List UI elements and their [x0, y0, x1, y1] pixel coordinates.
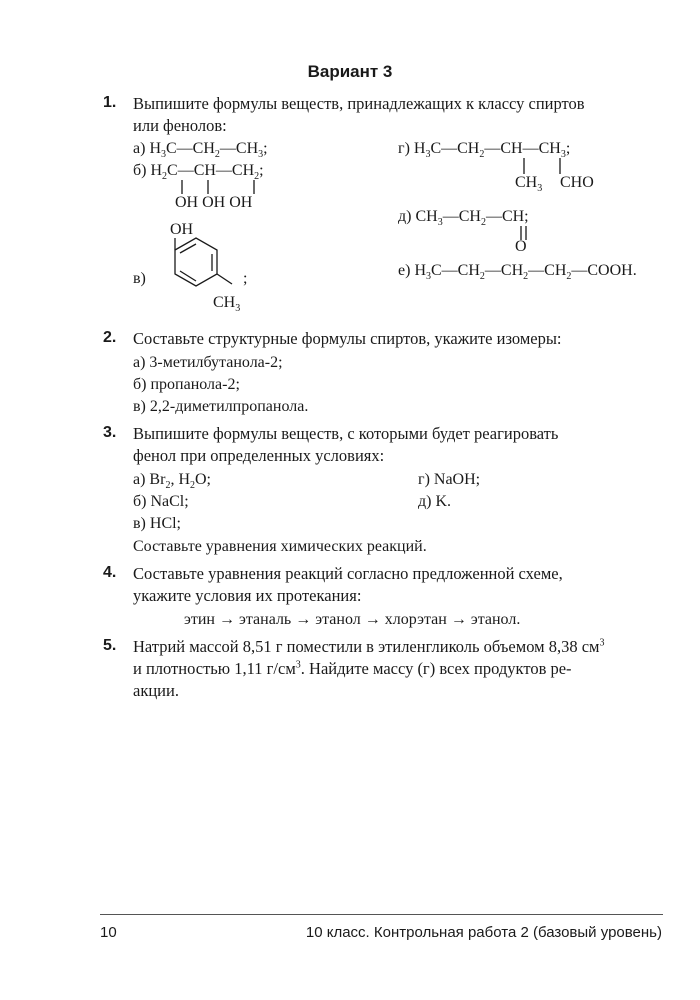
formula-1v-end: ;	[243, 270, 248, 287]
formula-1v-label: в)	[133, 270, 146, 287]
question-3-item-g: г) NaOH;	[418, 471, 481, 488]
question-3-item-b: б) NaCl;	[133, 493, 189, 510]
page-number: 10	[100, 924, 117, 941]
formula-1v-ch3: $CH_3$	[213, 294, 241, 315]
question-2-item-b: б) пропанола-2;	[133, 376, 240, 393]
formula-1d: д) $CH_3—CH_2—CH$;	[398, 208, 529, 229]
formula-1g-cho: CHO	[560, 174, 594, 191]
question-5-text-line3: акции.	[133, 681, 179, 700]
formula-1b-hydroxyls: OH OH OH	[175, 194, 253, 211]
question-3-item-d: д) K.	[418, 493, 452, 510]
running-title: 10 класс. Контрольная работа 2 (базовый уровень)	[305, 924, 662, 941]
question-3-number: 3.	[103, 424, 117, 441]
question-4-scheme: этин → этаналь → этанол → хлорэтан → этанол.	[184, 611, 521, 628]
question-3-item-v: в) HCl;	[133, 515, 181, 532]
question-4-number: 4.	[103, 564, 117, 581]
question-1-text-line1: Выпишите формулы веществ, принадлежащих к классу спиртов	[133, 94, 585, 113]
formula-1b: б) $H_2C—CH—CH_2$;	[133, 162, 264, 183]
question-5-number: 5.	[103, 637, 117, 654]
formula-1v-oh: OH	[170, 221, 194, 238]
question-5-text-line1: Натрий массой 8,51 г поместили в этиленгликоль объемом 8,38 $см^3$	[133, 637, 605, 656]
question-5-text-line2: и плотностью 1,11 $г/см^3$. Найдите массу (г) всех продуктов ре-	[133, 659, 572, 678]
question-3-text-line1: Выпишите формулы веществ, с которыми будет реагировать	[133, 424, 559, 443]
formula-1g: г) $H_3C—CH_2—CH—CH_3$;	[398, 140, 571, 161]
question-2-text: Составьте структурные формулы спиртов, укажите изомеры:	[133, 329, 562, 348]
formula-1a: а) $H_3C—CH_2—CH_3$;	[133, 140, 268, 161]
question-1-number: 1.	[103, 94, 117, 111]
question-1-text-line2: или фенолов:	[133, 116, 227, 135]
formula-1e: е) $H_3C—CH_2—CH_2—CH_2—COOH$.	[398, 262, 637, 283]
question-3-item-a: а) $Br_2$, $H_2O$;	[133, 471, 211, 492]
question-3-text-line2: фенол при определенных условиях:	[133, 446, 385, 465]
question-4-text-line2: укажите условия их протекания:	[133, 586, 362, 605]
question-2-item-a: а) 3-метилбутанола-2;	[133, 354, 283, 371]
question-3-footer: Составьте уравнения химических реакций.	[133, 538, 427, 555]
question-4-text-line1: Составьте уравнения реакций согласно предложенной схеме,	[133, 564, 563, 583]
formula-1d-oxygen: O	[515, 238, 527, 255]
formula-1g-ch3: $CH_3$	[515, 174, 543, 195]
question-2-number: 2.	[103, 329, 117, 346]
variant-title: Вариант 3	[307, 62, 393, 81]
footer-rule	[100, 914, 663, 915]
question-2-item-v: в) 2,2-диметилпропанола.	[133, 398, 309, 415]
